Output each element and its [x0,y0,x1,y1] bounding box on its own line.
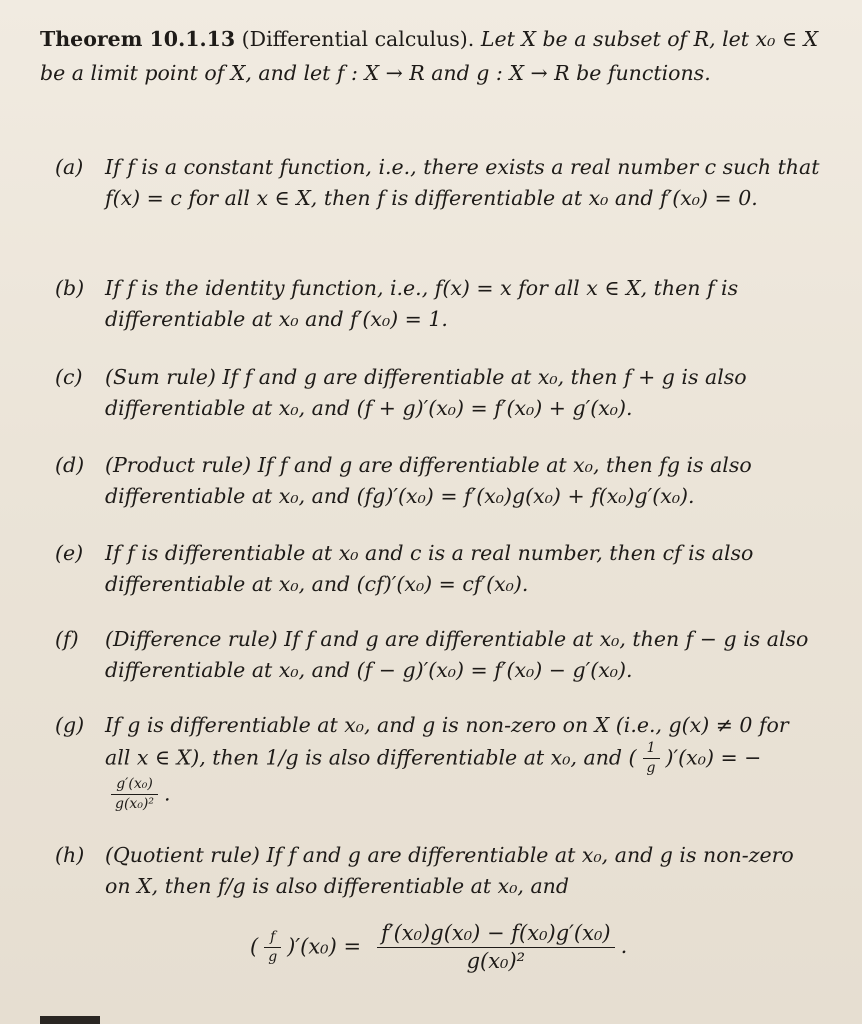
fraction-denominator: g(x₀)² [115,796,155,813]
theorem-header [40,22,830,90]
fraction-numerator: 1 [643,741,660,759]
fraction-numerator: f′(x₀)g(x₀) − f(x₀)g′(x₀) [377,922,615,948]
theorem-statement: Let X be a subset of R, let x₀ ∈ X be a limit point of X, and let f : X → R and g : X → R be functions. [40,27,819,85]
item-a [55,152,820,214]
item-g-text: If g is differentiable at x₀, and g is non-zero on X (i.e., g(x) ≠ 0 for all x ∈ X), then 1/g is also differentiable at x₀, and [105,713,789,770]
theorem-title: Theorem 10.1.13 [40,27,236,51]
item-c [55,362,820,424]
theorem-description: (Differential calculus). [235,27,475,51]
item-text: (Difference rule) If f and g are differentiable at x₀, then f − g is also differentiable at x₀, and (f − g)′(x₀) = f′(x₀) − g′(x₀). [105,627,809,682]
item-text: (Product rule) If f and g are differentiable at x₀, then fg is also differentiable at x₀, and (fg)′(x₀) = f′(x₀)g(x₀) + f(x₀)g′(x₀). [105,453,752,508]
next-line-fragment [40,1016,100,1024]
fraction-denominator: g [268,949,278,966]
item-text: If f is differentiable at x₀ and c is a real number, then cf is also differentiable at x₀, and (cf)′(x₀) = cf′(x₀). [105,541,754,596]
item-label: (g) [55,713,85,737]
item-e [55,538,820,600]
item-text: (Sum rule) If f and g are differentiable at x₀, then f + g is also differentiable at x₀, and (f + g)′(x₀) = f′(x₀) + g′(x₀). [105,365,747,420]
item-label: (e) [55,541,84,565]
derivative-lhs: )′(x₀) = [665,745,738,770]
quotient-fraction [264,930,281,966]
item-f [55,624,820,686]
item-label: (f) [55,627,79,651]
item-text: If f is the identity function, i.e., f(x) = x for all x ∈ X, then f is differentiable at x₀ and f′(x₀) = 1. [105,276,739,331]
fraction-denominator: g [646,760,656,777]
item-b [55,273,820,335]
quotient-rule-fraction [377,922,615,973]
item-label: (h) [55,843,85,867]
fraction-numerator: f [264,930,281,948]
item-text: (Quotient rule) If f and g are differentiable at x₀, and g is non-zero on X, then f/g is also differentiable at x₀, and [105,843,794,898]
fraction-denominator: g(x₀)² [466,949,526,974]
derivative-lhs: )′(x₀) = [287,934,362,959]
item-label: (c) [55,365,83,389]
item-text: If f is a constant function, i.e., there exists a real number c such that f(x) = c for all x ∈ X, then f is differentiable at x₀ and f′(x₀) = 0. [105,155,820,210]
item-g [55,710,820,813]
reciprocal-fraction [643,741,660,777]
fraction-numerator: g′(x₀) [111,777,158,795]
item-label: (d) [55,453,85,477]
quotient-rule-equation: ( $\frac{f}{g}$ )′(x₀) = $\frac{\text{f′(x₀)g(x₀) − f(x₀)g′(x₀)}}{\text{g(x₀)²}}$ . [250,921,628,974]
item-d [55,450,820,512]
item-text: If g is differentiable at x₀, and g is non-zero on X (i.e., g(x) ≠ 0 for all x ∈ X), then 1/g is also differentiable at x₀, and ( $\frac{1}{g}$ )′(x₀) = − $\frac{\text{g′(x₀)}}{\text{g(x₀)²}}$ . [105,713,789,813]
reciprocal-derivative-fraction [111,777,158,813]
item-label: (b) [55,276,85,300]
item-h [55,840,820,902]
item-label: (a) [55,155,84,179]
